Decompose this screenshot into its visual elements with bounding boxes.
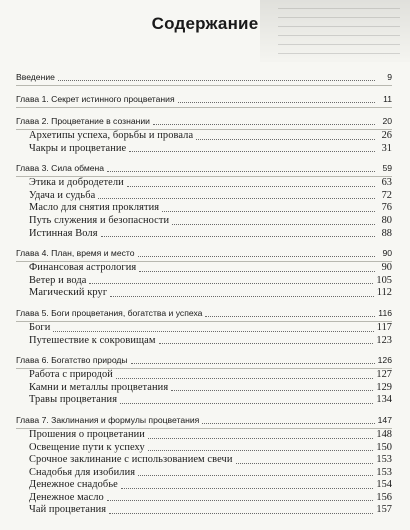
subsection-entry[interactable] [16, 215, 392, 228]
dot-leader [89, 283, 373, 284]
subsection-entry[interactable] [16, 504, 392, 517]
chapter-entry-label: Глава 1. Секрет истинного процветания [16, 94, 175, 104]
subsection-entry-label: Денежное снадобье [29, 479, 118, 491]
page-number: 154 [376, 479, 392, 491]
toc-section [16, 246, 392, 300]
dot-leader [236, 463, 374, 464]
dot-leader [178, 102, 375, 103]
dot-leader [131, 363, 375, 364]
page-number: 112 [376, 287, 392, 299]
subsection-entry[interactable] [16, 454, 392, 467]
subsection-entry[interactable] [16, 143, 392, 156]
page-number: 72 [381, 189, 392, 201]
subsection-entry-label: Снадобья для изобилия [29, 466, 136, 478]
dot-leader [171, 390, 373, 391]
page-number: 76 [381, 202, 392, 214]
chapter-entry[interactable] [16, 70, 392, 86]
subsection-entry-label: Масло для снятия проклятия [29, 202, 160, 214]
subsection-entry[interactable] [16, 394, 392, 407]
subsection-entry[interactable] [16, 190, 392, 203]
chapter-entry-label: Глава 6. Богатство природы [16, 355, 128, 366]
chapter-entry-label: Глава 4. План, время и место [16, 248, 135, 259]
dot-leader [148, 450, 374, 451]
toc-section [16, 413, 392, 517]
dot-leader [138, 475, 373, 476]
dot-leader [110, 296, 374, 297]
page-number: 157 [376, 504, 392, 516]
chapter-entry[interactable] [16, 306, 392, 322]
subsection-entry[interactable] [16, 228, 392, 241]
page-number: 80 [381, 214, 392, 226]
subsection-entry-label: Финансовая астрология [29, 262, 137, 274]
page-number: 11 [383, 94, 392, 104]
chapter-entry[interactable] [16, 353, 392, 369]
page-number: 117 [376, 321, 392, 333]
toc-section [16, 161, 392, 240]
dot-leader [98, 198, 375, 199]
page-number: 150 [376, 441, 392, 453]
dot-leader [196, 139, 375, 140]
dot-leader [162, 211, 375, 212]
page-number: 153 [376, 466, 392, 478]
subsection-entry-label: Работа с природой [29, 369, 113, 381]
chapter-entry[interactable] [16, 114, 392, 130]
table-of-contents [16, 70, 392, 523]
dot-leader [116, 378, 373, 379]
dot-leader [107, 171, 375, 172]
page-number: 147 [377, 414, 392, 425]
chapter-entry[interactable] [16, 92, 392, 108]
dot-leader [127, 186, 375, 187]
page-number: 63 [381, 177, 392, 189]
dot-leader [120, 403, 373, 404]
dot-leader [121, 488, 374, 489]
dot-leader [129, 151, 375, 152]
page-title: Содержание [151, 14, 259, 33]
page-number: 88 [381, 227, 392, 239]
page-number: 90 [382, 248, 392, 259]
toc-section [16, 114, 392, 155]
toc-section [16, 306, 392, 347]
chapter-entry[interactable] [16, 413, 392, 429]
subsection-entry[interactable] [16, 177, 392, 190]
chapter-entry-label: Глава 3. Сила обмена [16, 163, 105, 174]
subsection-entry[interactable] [16, 429, 392, 442]
page-number: 90 [381, 262, 392, 274]
chapter-entry-label: Глава 2. Процветание в сознании [16, 116, 150, 126]
subsection-entry-label: Травы процветания [29, 394, 118, 406]
subsection-entry[interactable] [16, 479, 392, 492]
subsection-entry-label: Освещение пути к успеху [29, 441, 145, 453]
subsection-entry[interactable] [16, 322, 392, 335]
subsection-entry[interactable] [16, 467, 392, 480]
dot-leader [109, 513, 373, 514]
page-number: 20 [382, 116, 392, 126]
dot-leader [172, 224, 375, 225]
page-number: 134 [376, 394, 392, 406]
subsection-entry-label: Удача и судьба [29, 189, 96, 201]
chapter-entry-label: Глава 5. Боги процветания, богатства и успеха [16, 307, 203, 318]
subsection-entry-label: Чай процветания [29, 504, 107, 516]
page-number: 9 [387, 72, 392, 82]
chapter-entry-label: Введение [16, 72, 55, 82]
subsection-entry-label: Срочное заклинание с использованием свечи [29, 454, 233, 466]
subsection-entry-label: Путешествие к сокровищам [29, 334, 156, 346]
dot-leader [205, 316, 375, 317]
page-number: 126 [377, 355, 392, 366]
subsection-entry[interactable] [16, 287, 392, 300]
page-number: 31 [381, 142, 392, 154]
subsection-entry-label: Денежное масло [29, 491, 104, 503]
subsection-entry[interactable] [16, 262, 392, 275]
subsection-entry-label: Магический круг [29, 287, 108, 299]
subsection-entry-label: Боги [29, 321, 51, 333]
dot-leader [153, 124, 375, 125]
subsection-entry[interactable] [16, 335, 392, 348]
subsection-entry[interactable] [16, 275, 392, 288]
subsection-entry-label: Этика и добродетели [29, 177, 124, 189]
chapter-entry[interactable] [16, 161, 392, 177]
page-number: 153 [376, 454, 392, 466]
subsection-entry[interactable] [16, 130, 392, 143]
subsection-entry[interactable] [16, 382, 392, 395]
dot-leader [202, 423, 374, 424]
subsection-entry-label: Путь служения и безопасности [29, 214, 170, 226]
subsection-entry-label: Чакры и процветание [29, 142, 127, 154]
page-number: 116 [378, 307, 392, 318]
dot-leader [58, 80, 375, 81]
dot-leader [101, 236, 375, 237]
page-number: 59 [382, 163, 392, 174]
dot-leader [139, 271, 375, 272]
toc-section [16, 353, 392, 407]
subsection-entry-label: Ветер и вода [29, 274, 87, 286]
subsection-entry[interactable] [16, 442, 392, 455]
toc-section [16, 92, 392, 108]
subsection-entry[interactable] [16, 202, 392, 215]
subsection-entry-label: Истинная Воля [29, 227, 98, 239]
page-number: 26 [381, 130, 392, 141]
subsection-entry-label: Архетипы успеха, борьбы и провала [29, 130, 194, 141]
subsection-entry-label: Прошения о процветании [29, 428, 145, 440]
page-number: 148 [376, 428, 392, 440]
subsection-entry[interactable] [16, 492, 392, 505]
subsection-entry[interactable] [16, 369, 392, 382]
dot-leader [53, 331, 373, 332]
dot-leader [107, 500, 374, 501]
dot-leader [159, 343, 374, 344]
page-number: 123 [376, 334, 392, 346]
chapter-entry[interactable] [16, 246, 392, 262]
page-number: 156 [376, 491, 392, 503]
subsection-entry-label: Камни и металлы процветания [29, 381, 169, 393]
page-number: 127 [376, 369, 392, 381]
page-number: 105 [376, 274, 392, 286]
dot-leader [138, 256, 375, 257]
dot-leader [148, 438, 373, 439]
chapter-entry-label: Глава 7. Заклинания и формулы процветания [16, 414, 200, 425]
toc-section [16, 70, 392, 86]
page-number: 129 [376, 381, 392, 393]
